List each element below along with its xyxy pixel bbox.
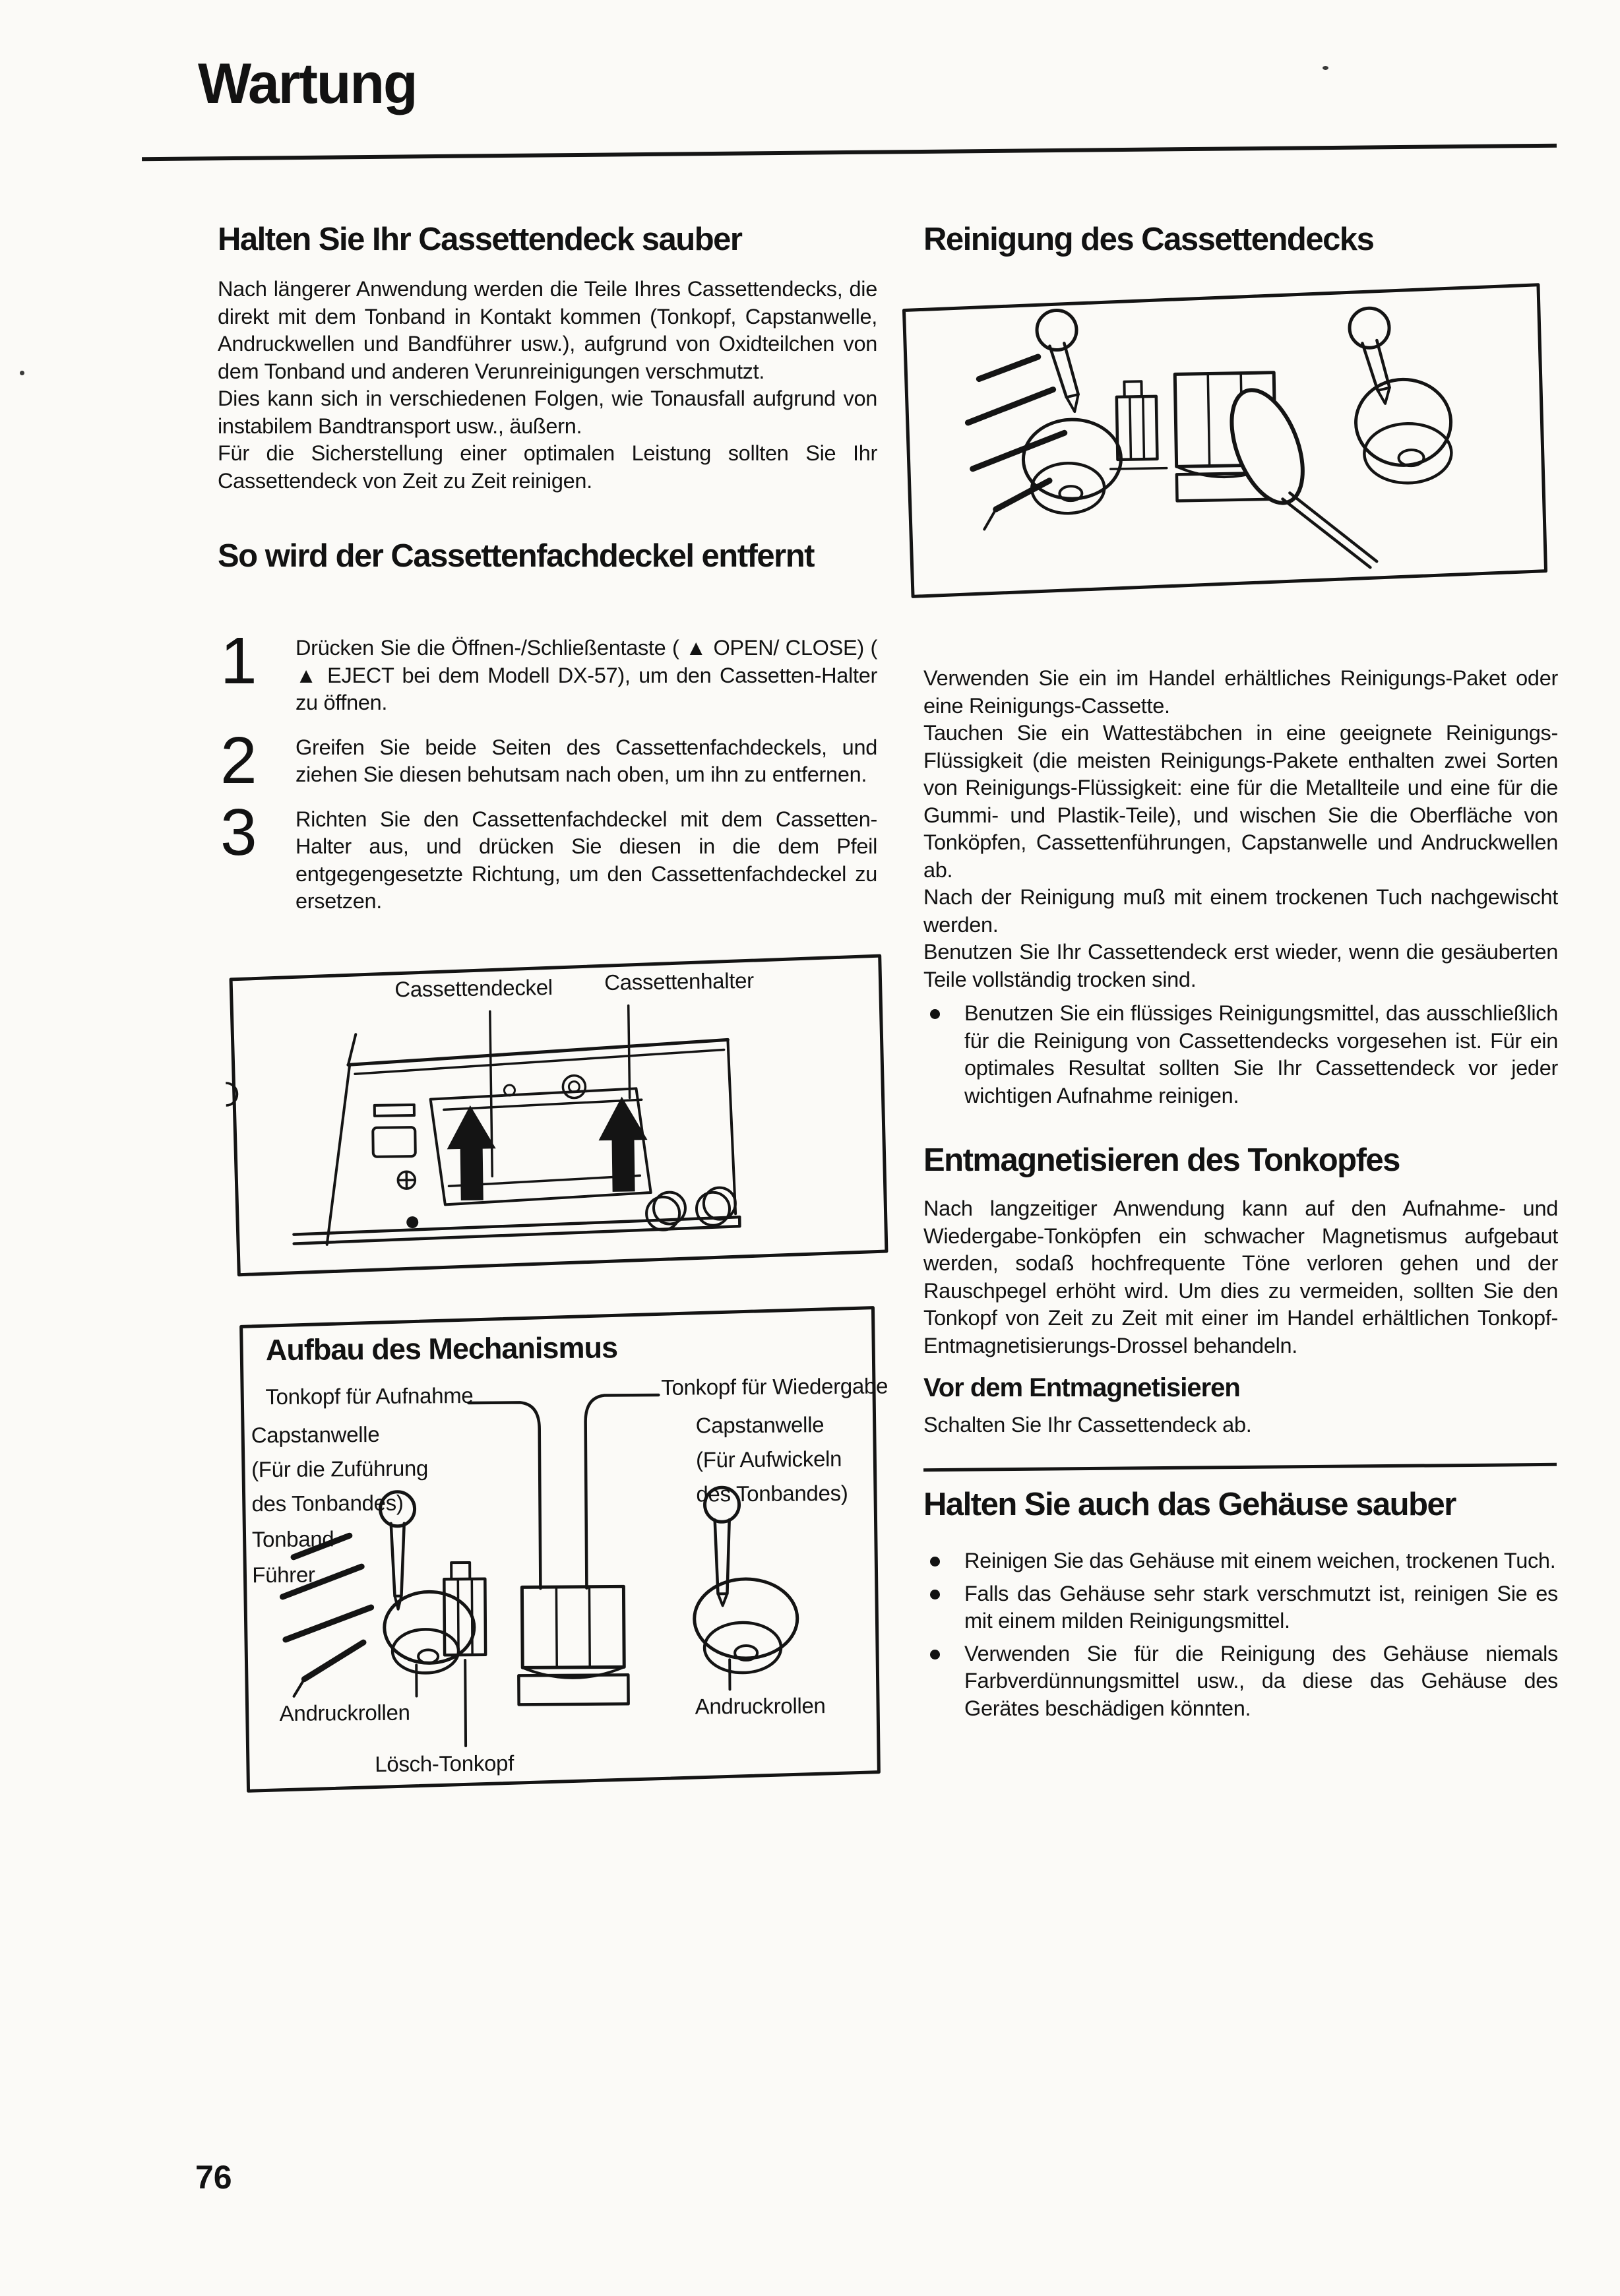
- section-rule: [923, 1463, 1557, 1472]
- label-cassette-lid: Cassettendeckel: [394, 975, 553, 1002]
- label-pinch-roller-left: Andruckrollen: [279, 1700, 410, 1725]
- heading-cleaning-deck: Reinigung des Cassettendecks: [923, 222, 1374, 257]
- label-play-head: Tonkopf für Wiedergabe: [661, 1373, 888, 1400]
- cassette-door-diagram: [224, 953, 890, 1278]
- cleaning-bullet-list: [923, 1000, 1558, 1115]
- label-tape-guide: Führer: [252, 1562, 315, 1588]
- label-tape-guide: Tonband-: [251, 1526, 342, 1552]
- mechanism-title: Aufbau des Mechanismus: [265, 1330, 618, 1367]
- label-cassette-holder: Cassettenhalter: [604, 968, 755, 995]
- heading-keep-deck-clean: Halten Sie Ihr Cassettendeck sauber: [218, 222, 742, 257]
- scan-speck: [1323, 66, 1328, 70]
- page-number: 76: [195, 2159, 232, 2196]
- label-capstan-left: (Für die Zuführung: [251, 1456, 429, 1482]
- step-2: [218, 723, 877, 797]
- cleaning-paragraphs: [923, 665, 1558, 993]
- paragraph: Für die Sicherstellung einer optimalen Leistung sollten Sie Ihr Cassettendeck von Zeit zu Zeit reinigen.: [218, 441, 877, 493]
- scan-speck: [20, 371, 24, 375]
- page-title: Wartung: [198, 52, 417, 115]
- paragraph: Nach der Reinigung muß mit einem trockenen Tuch nachgewischt werden.: [923, 885, 1558, 937]
- step-number: 1: [220, 624, 257, 698]
- label-capstan-right: (Für Aufwickeln: [695, 1446, 842, 1472]
- paragraph: Verwenden Sie ein im Handel erhältliches Reinigungs-Paket oder eine Reinigungs-Cassette.: [923, 666, 1558, 718]
- step-1: [218, 624, 877, 717]
- step-list: [218, 624, 877, 933]
- label-capstan-left: Capstanwelle: [251, 1421, 380, 1448]
- paragraph: Dies kann sich in verschiedenen Folgen, wie Tonausfall aufgrund von instabilem Bandtransport usw., äußern.: [218, 387, 877, 438]
- label-capstan-right: Capstanwelle: [695, 1412, 825, 1438]
- list-item: Falls das Gehäuse sehr stark verschmutzt ist, reinigen Sie es mit einem milden Reinigungsmittel.: [923, 1580, 1558, 1635]
- heading-keep-case-clean: Halten Sie auch das Gehäuse sauber: [923, 1487, 1456, 1522]
- before-demagnetize-text: Schalten Sie Ihr Cassettendeck ab.: [923, 1413, 1252, 1437]
- keep-clean-paragraphs: [218, 276, 877, 495]
- list-item: Reinigen Sie das Gehäuse mit einem weichen, trockenen Tuch.: [923, 1547, 1558, 1575]
- case-bullet-list: [923, 1547, 1558, 1727]
- cleaning-illustration: [900, 282, 1556, 600]
- label-erase-head: Lösch-Tonkopf: [375, 1751, 514, 1776]
- mechanism-diagram: [235, 1303, 888, 1797]
- paragraph: Nach längerer Anwendung werden die Teile Ihres Cassettendecks, die direkt mit dem Tonband in Kontakt kommen (Tonkopf, Capstanwelle, Andruckwellen und Bandführer usw.), aufgrund von Oxidteilchen von dem Tonband und anderen Verunreinigungen verschmutzt.: [218, 277, 877, 383]
- list-item: Verwenden Sie für die Reinigung des Gehäuse niemals Farbverdünnungsmittel usw., da diese das Gehäuse des Gerätes beschädigen könnten.: [923, 1640, 1558, 1723]
- list-item: Benutzen Sie ein flüssiges Reinigungsmittel, das ausschließlich für die Reinigung von Cassettendecks vorgesehen ist. Für ein optimales Resultat sollten Sie Ihr Cassettendeck vor jeder wichtigen Aufnahme reinigen.: [923, 1000, 1558, 1109]
- label-record-head: Tonkopf für Aufnahme: [265, 1382, 474, 1410]
- heading-before-demagnetize: Vor dem Entmagnetisieren: [923, 1373, 1240, 1402]
- label-capstan-left: des Tonbandes): [251, 1490, 404, 1516]
- cleaning-diagram: [900, 282, 1556, 600]
- label-pinch-roller-right: Andruckrollen: [695, 1693, 826, 1719]
- step-text: Richten Sie den Cassettenfachdeckel mit dem Cassetten-Halter aus, und drücken Sie diesen in die dem Pfeil entgegengesetzte Richtung, um den Cassettenfachdeckel zu ersetzen.: [296, 807, 877, 913]
- step-number: 3: [220, 795, 257, 869]
- step-text: Drücken Sie die Öffnen-/Schließentaste ( ▲ OPEN/ CLOSE) ( ▲ EJECT bei dem Modell DX-57), um den Cassetten-Halter zu öffnen.: [296, 636, 877, 714]
- demagnetize-paragraph: [923, 1195, 1558, 1359]
- heading-remove-door: So wird der Cassettenfachdeckel entfernt: [218, 538, 814, 574]
- paragraph: Benutzen Sie Ihr Cassettendeck erst wieder, wenn die gesäuberten Teile vollständig trocken sind.: [923, 940, 1558, 991]
- step-3: [218, 795, 877, 915]
- title-rule: [142, 144, 1557, 162]
- heading-demagnetize: Entmagnetisieren des Tonkopfes: [923, 1142, 1400, 1178]
- paragraph: Tauchen Sie ein Wattestäbchen in eine geeignete Reinigungs-Flüssigkeit (die meisten Reinigungs-Pakete enthalten zwei Sorten von Reinigungs-Flüssigkeit: eine für die Metallteile und eine für die Gummi- und Plastik-Teile), und wischen Sie die Oberfläche von Tonköpfen, Cassettenführungen, Capstanwelle und Andruckwellen ab.: [923, 721, 1558, 882]
- cassette-door-illustration: [224, 953, 890, 1278]
- paragraph: Nach langzeitiger Anwendung kann auf den Aufnahme- und Wiedergabe-Tonköpfen ein schwacher Magnetismus aufgebaut werden, sodaß hochfrequente Töne verloren gehen und der Rauschpegel erhöht wird. Um dies zu vermeiden, sollten Sie den Tonkopf von Zeit zu Zeit mit einer im Handel erhältlichen Tonkopf-Entmagnetisierungs-Drossel behandeln.: [923, 1196, 1558, 1357]
- step-number: 2: [220, 723, 257, 797]
- label-capstan-right: des Tonbandes): [696, 1480, 848, 1506]
- step-text: Greifen Sie beide Seiten des Cassettenfachdeckels, und ziehen Sie diesen behutsam nach oben, um ihn zu entfernen.: [296, 735, 877, 786]
